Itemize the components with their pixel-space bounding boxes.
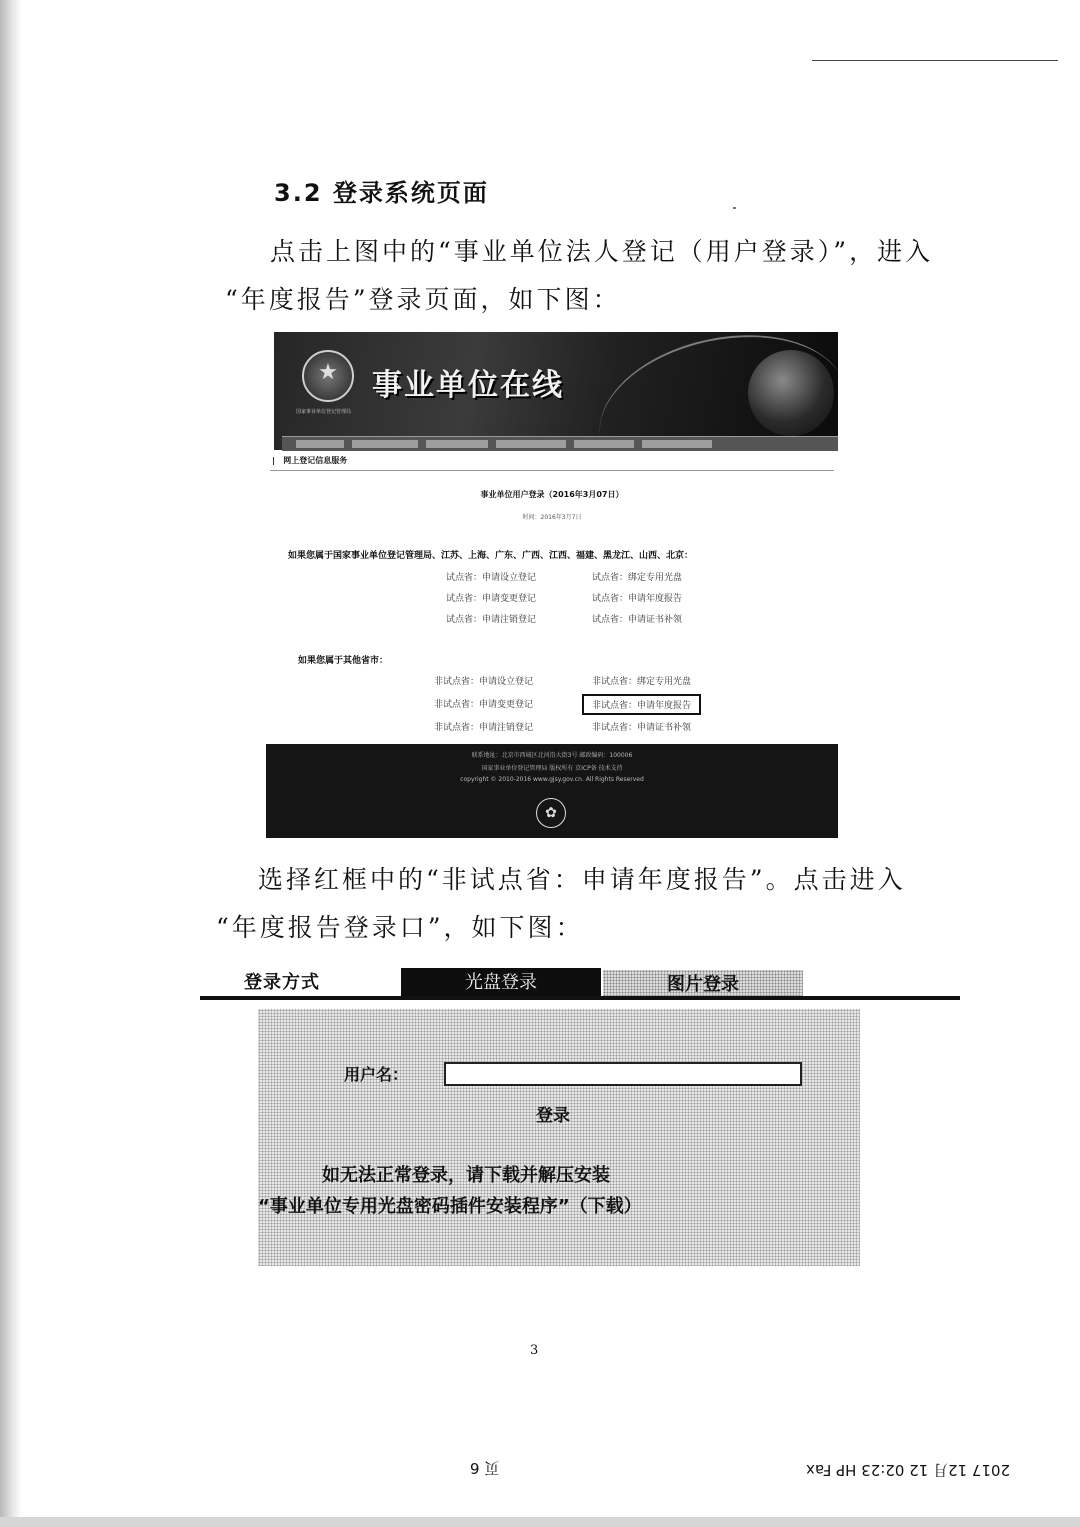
username-input[interactable]: [444, 1062, 802, 1086]
fax-header: 2017 12月 12 02:23 HP Fax: [806, 1461, 1011, 1479]
scan-bottom-edge: [0, 1517, 1080, 1527]
login-date: 时间：2016年3月7日: [522, 514, 582, 521]
login-heading: 事业单位用户登录（2016年3月07日）: [480, 490, 624, 499]
pilot-link[interactable]: 试点省：申请注销登记: [446, 615, 537, 625]
footer-line: copyright © 2010-2016 www.gjsy.gov.cn. All Rights Reserved: [460, 776, 644, 783]
national-emblem-icon: ★: [302, 350, 354, 402]
login-button[interactable]: 登录: [536, 1106, 570, 1126]
login-panel: [258, 1009, 860, 1266]
nonpilot-link[interactable]: 非试点省：申请变更登记: [434, 700, 534, 710]
footer-line: 国家事业单位登记管理局 版权所有 京ICP备 技术支持: [481, 765, 623, 772]
nav-item[interactable]: [574, 440, 634, 448]
nav-item[interactable]: [642, 440, 712, 448]
nonpilot-link[interactable]: 非试点省：绑定专用光盘: [592, 677, 692, 687]
screenshot-portal: [266, 332, 838, 838]
nonpilot-link[interactable]: 非试点省：申请设立登记: [434, 677, 534, 687]
username-label: 用户名：: [344, 1065, 409, 1084]
pilot-intro: 如果您属于国家事业单位登记管理局、江苏、上海、广东、广西、江西、福建、黑龙江、山西、北京：: [288, 551, 694, 561]
login-tabs: [200, 966, 960, 1000]
paragraph-line: 选择红框中的“非试点省：申请年度报告”。点击进入: [258, 865, 906, 894]
portal-navbar: [282, 436, 838, 451]
nonpilot-link[interactable]: 非试点省：申请注销登记: [434, 723, 534, 733]
globe-graphic: [748, 350, 834, 436]
portal-title: 事业单位在线: [372, 368, 564, 403]
nav-item[interactable]: [496, 440, 566, 448]
nav-item[interactable]: [296, 440, 344, 448]
portal-footer: [266, 744, 838, 838]
annual-report-link[interactable]: 非试点省：申请年度报告: [582, 694, 701, 715]
footer-logo-icon: ✿: [536, 798, 566, 828]
divider: [270, 470, 834, 471]
fax-page-number: 页 6: [470, 1459, 500, 1477]
plugin-download-link[interactable]: “事业单位专用光盘密码插件安装程序”（下载）: [258, 1196, 642, 1217]
pilot-link[interactable]: 试点省：申请年度报告: [592, 594, 683, 604]
plugin-notice: 如无法正常登录，请下载并解压安装: [322, 1165, 610, 1186]
breadcrumb: | 网上登记信息服务: [272, 456, 348, 465]
pilot-link[interactable]: 试点省：绑定专用光盘: [592, 573, 683, 583]
tab-image-login[interactable]: 图片登录: [603, 970, 803, 997]
pilot-link[interactable]: 试点省：申请证书补领: [592, 615, 683, 625]
nonpilot-intro: 如果您属于其他省市：: [298, 656, 389, 666]
tab-underline: [200, 996, 960, 1000]
paragraph-line: “年度报告”登录页面，如下图：: [225, 285, 621, 314]
section-title: 3.2 登录系统页面: [274, 179, 489, 207]
pilot-link[interactable]: 试点省：申请变更登记: [446, 594, 537, 604]
portal-banner: [274, 332, 838, 450]
pilot-link[interactable]: 试点省：申请设立登记: [446, 573, 537, 583]
tab-cd-login[interactable]: 光盘登录: [401, 968, 601, 997]
nav-item[interactable]: [426, 440, 488, 448]
scan-speck: [733, 207, 736, 209]
login-method-label: 登录方式: [244, 972, 320, 993]
page-number: 3: [530, 1343, 539, 1358]
header-rule: [812, 60, 1058, 61]
nonpilot-link[interactable]: 非试点省：申请证书补领: [592, 723, 692, 733]
scan-edge-shadow: [0, 0, 22, 1527]
paragraph-line: 点击上图中的“事业单位法人登记（用户登录）”，进入: [270, 237, 934, 266]
nav-item[interactable]: [352, 440, 418, 448]
emblem-caption: 国家事业单位登记管理局: [296, 409, 352, 415]
footer-line: 联系地址：北京市西城区北河沿大街3号 邮政编码：100006: [471, 752, 633, 759]
paragraph-line: “年度报告登录口”，如下图：: [216, 913, 584, 942]
